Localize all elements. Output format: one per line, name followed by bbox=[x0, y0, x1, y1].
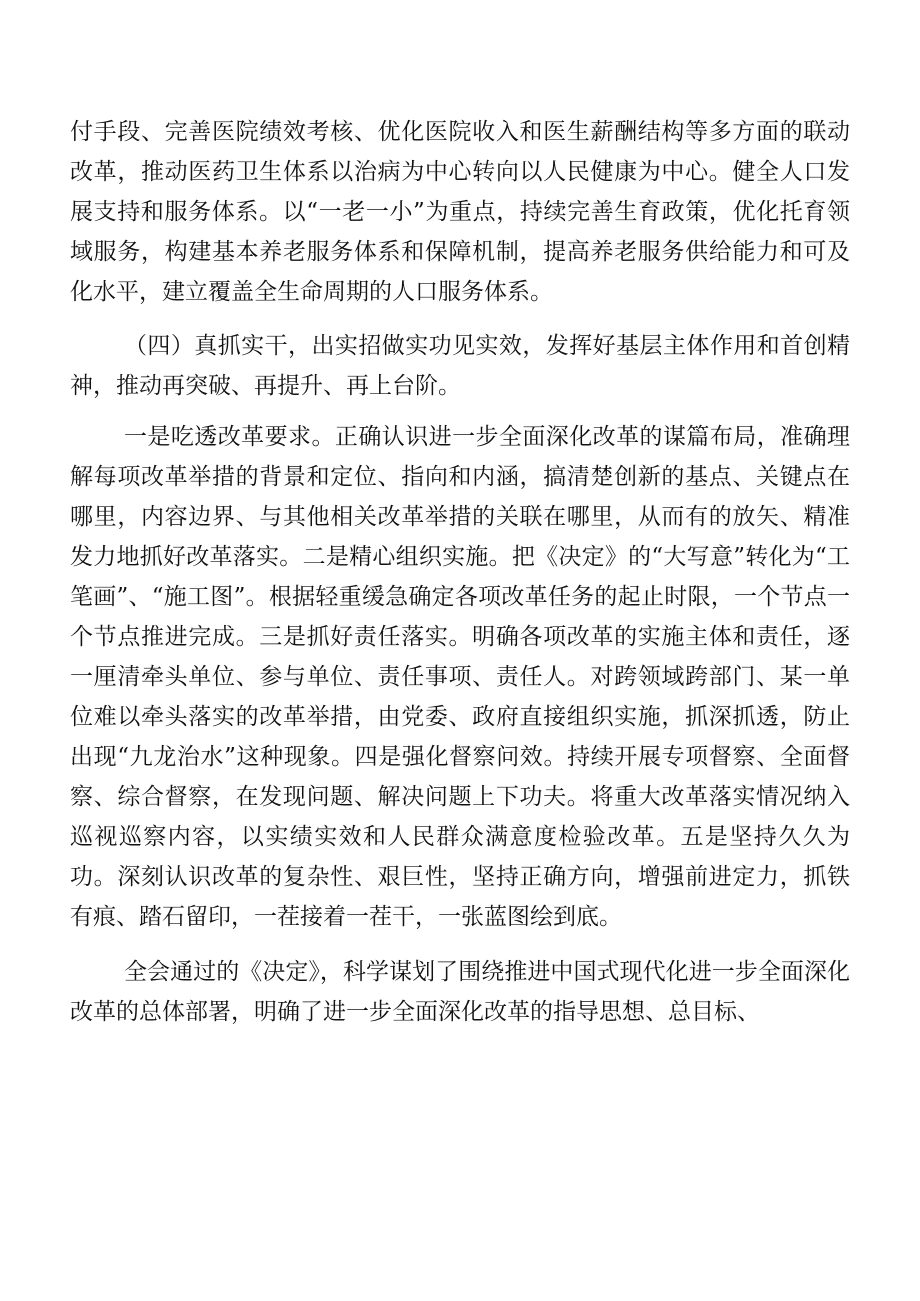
document-body bbox=[70, 112, 850, 1032]
paragraph-plenum-decision: 全会通过的《决定》，科学谋划了围绕推进中国式现代化进一步全面深化改革的总体部署，明确了进一步全面深化改革的指导思想、总目标、 bbox=[70, 959, 850, 1025]
paragraph-continuation: 付手段、完善医院绩效考核、优化医院收入和医生薪酬结构等多方面的联动改革，推动医药卫生体系以治病为中心转向以人民健康为中心。健全人口发展支持和服务体系。以“一老一小”为重点，持续完善生育政策，优化托育领域服务，构建基本养老服务体系和保障机制，提高养老服务供给能力和可及化水平，建立覆盖全生命周期的人口服务体系。 bbox=[70, 119, 850, 305]
paragraph-section-heading: （四）真抓实干，出实招做实功见实效，发挥好基层主体作用和首创精神，推动再突破、再提升、再上台阶。 bbox=[70, 333, 850, 399]
paragraph-measures: 一是吃透改革要求。正确认识进一步全面深化改革的谋篇布局，准确理解每项改革举措的背景和定位、指向和内涵，搞清楚创新的基点、关键点在哪里，内容边界、与其他相关改革举措的关联在哪里，从而有的放矢、精准发力地抓好改革落实。二是精心组织实施。把《决定》的“大写意”转化为“工笔画”、“施工图”。根据轻重缓急确定各项改革任务的起止时限，一个节点一个节点推进完成。三是抓好责任落实。明确各项改革的实施主体和责任，逐一厘清牵头单位、参与单位、责任事项、责任人。对跨领域跨部门、某一单位难以牵头落实的改革举措，由党委、政府直接组织实施，抓深抓透，防止出现“九龙治水”这种现象。四是强化督察问效。持续开展专项督察、全面督察、综合督察，在发现问题、解决问题上下功夫。将重大改革落实情况纳入巡视巡察内容，以实绩实效和人民群众满意度检验改革。五是坚持久久为功。深刻认识改革的复杂性、艰巨性，坚持正确方向，增强前进定力，抓铁有痕、踏石留印，一茬接着一茬干，一张蓝图绘到底。 bbox=[70, 424, 850, 930]
